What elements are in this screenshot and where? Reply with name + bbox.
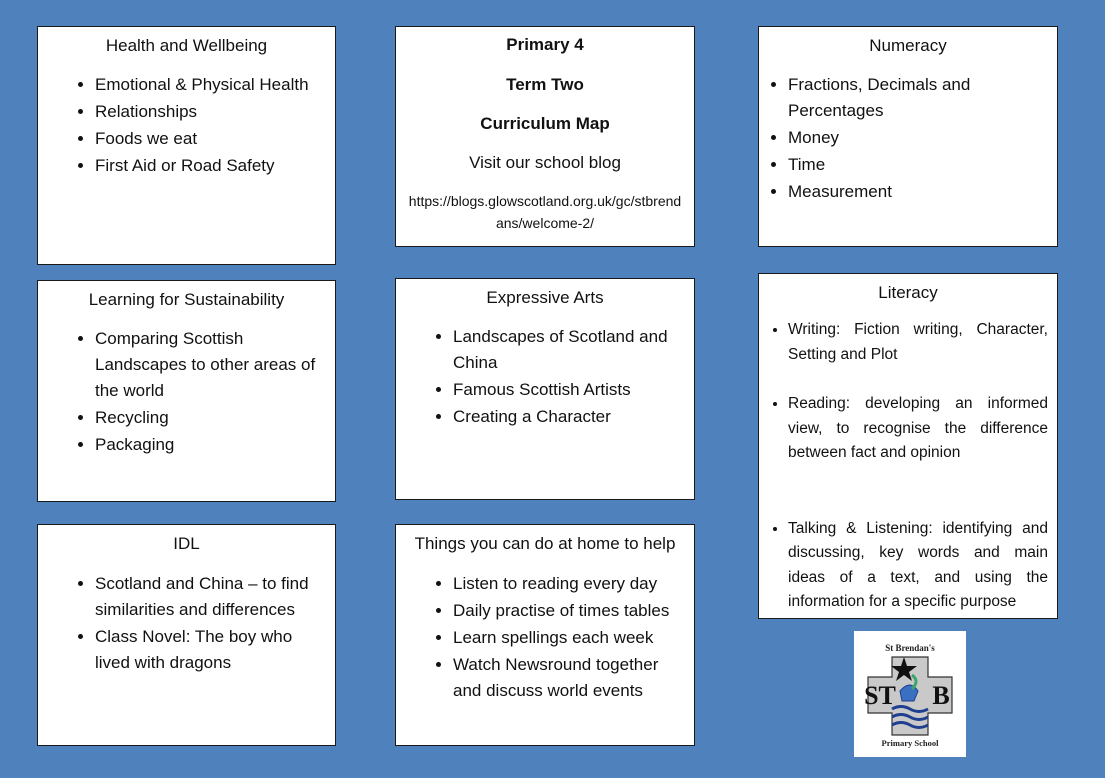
list-item: • Class Novel: The boy who lived with dragons xyxy=(95,624,325,676)
list-item: • First Aid or Road Safety xyxy=(95,153,325,179)
list-item: • Daily practise of times tables xyxy=(453,598,684,624)
blog-label: Visit our school blog xyxy=(469,153,621,172)
page-title: Curriculum Map xyxy=(480,114,610,133)
numeracy-list xyxy=(759,72,1057,205)
list-item: • Fractions, Decimals and Percentages xyxy=(788,72,1047,124)
home-help-title: Things you can do at home to help xyxy=(414,534,676,553)
literacy-title: Literacy xyxy=(878,283,938,302)
list-item: • Emotional & Physical Health xyxy=(95,72,325,98)
logo-bottom-text: Primary School xyxy=(881,738,939,748)
list-item: • Money xyxy=(788,125,1047,151)
health-wellbeing-box xyxy=(37,26,336,265)
sustainability-box xyxy=(37,280,336,502)
numeracy-title: Numeracy xyxy=(869,36,947,55)
expressive-arts-title: Expressive Arts xyxy=(486,288,604,307)
curriculum-map-header-box xyxy=(395,26,695,247)
list-item: • Relationships xyxy=(95,99,325,125)
list-item: • Learn spellings each week xyxy=(453,625,684,651)
term-name: Term Two xyxy=(506,75,584,94)
idl-box xyxy=(37,524,336,746)
expressive-arts-list xyxy=(396,324,694,430)
home-help-box xyxy=(395,524,695,746)
list-item: • Watch Newsround together and discuss world events xyxy=(453,652,684,704)
list-item: • Writing: Fiction writing, Character, Setting and Plot xyxy=(788,318,1048,367)
list-item: • Comparing Scottish Landscapes to other areas of the world xyxy=(95,326,325,404)
logo-right-letter: B xyxy=(932,681,950,710)
sustainability-title: Learning for Sustainability xyxy=(88,290,285,309)
logo-top-text: St Brendan's xyxy=(885,643,935,653)
list-item: • Famous Scottish Artists xyxy=(453,377,684,403)
list-item: • Reading: developing an informed view, to recognise the difference between fact and opinion xyxy=(788,392,1048,466)
sustainability-list xyxy=(38,326,335,458)
health-wellbeing-title: Health and Wellbeing xyxy=(105,36,268,55)
expressive-arts-box xyxy=(395,278,695,500)
list-item: • Scotland and China – to find similarities and differences xyxy=(95,571,325,623)
list-item: • Recycling xyxy=(95,405,325,431)
list-item: • Measurement xyxy=(788,179,1047,205)
health-wellbeing-list xyxy=(38,72,335,179)
idl-list xyxy=(38,571,335,676)
class-name: Primary 4 xyxy=(506,35,584,54)
list-item: • Listen to reading every day xyxy=(453,571,684,597)
logo-left-letters: ST xyxy=(864,681,896,710)
list-item: • Time xyxy=(788,152,1047,178)
list-item: • Creating a Character xyxy=(453,404,684,430)
literacy-list xyxy=(759,318,1057,615)
school-logo xyxy=(854,631,966,757)
list-item: • Talking & Listening: identifying and discussing, key words and main ideas of a text, and using the information for a specific purpose xyxy=(788,517,1048,615)
list-item: • Packaging xyxy=(95,432,325,458)
blog-link[interactable]: https://blogs.glowscotland.org.uk/gc/stbrendans/welcome-2/ xyxy=(408,193,682,231)
idl-title: IDL xyxy=(173,534,200,553)
list-item: • Landscapes of Scotland and China xyxy=(453,324,684,376)
literacy-box xyxy=(758,273,1058,619)
numeracy-box xyxy=(758,26,1058,247)
school-crest-icon xyxy=(854,631,966,757)
list-item: • Foods we eat xyxy=(95,126,325,152)
home-help-list xyxy=(396,571,694,704)
